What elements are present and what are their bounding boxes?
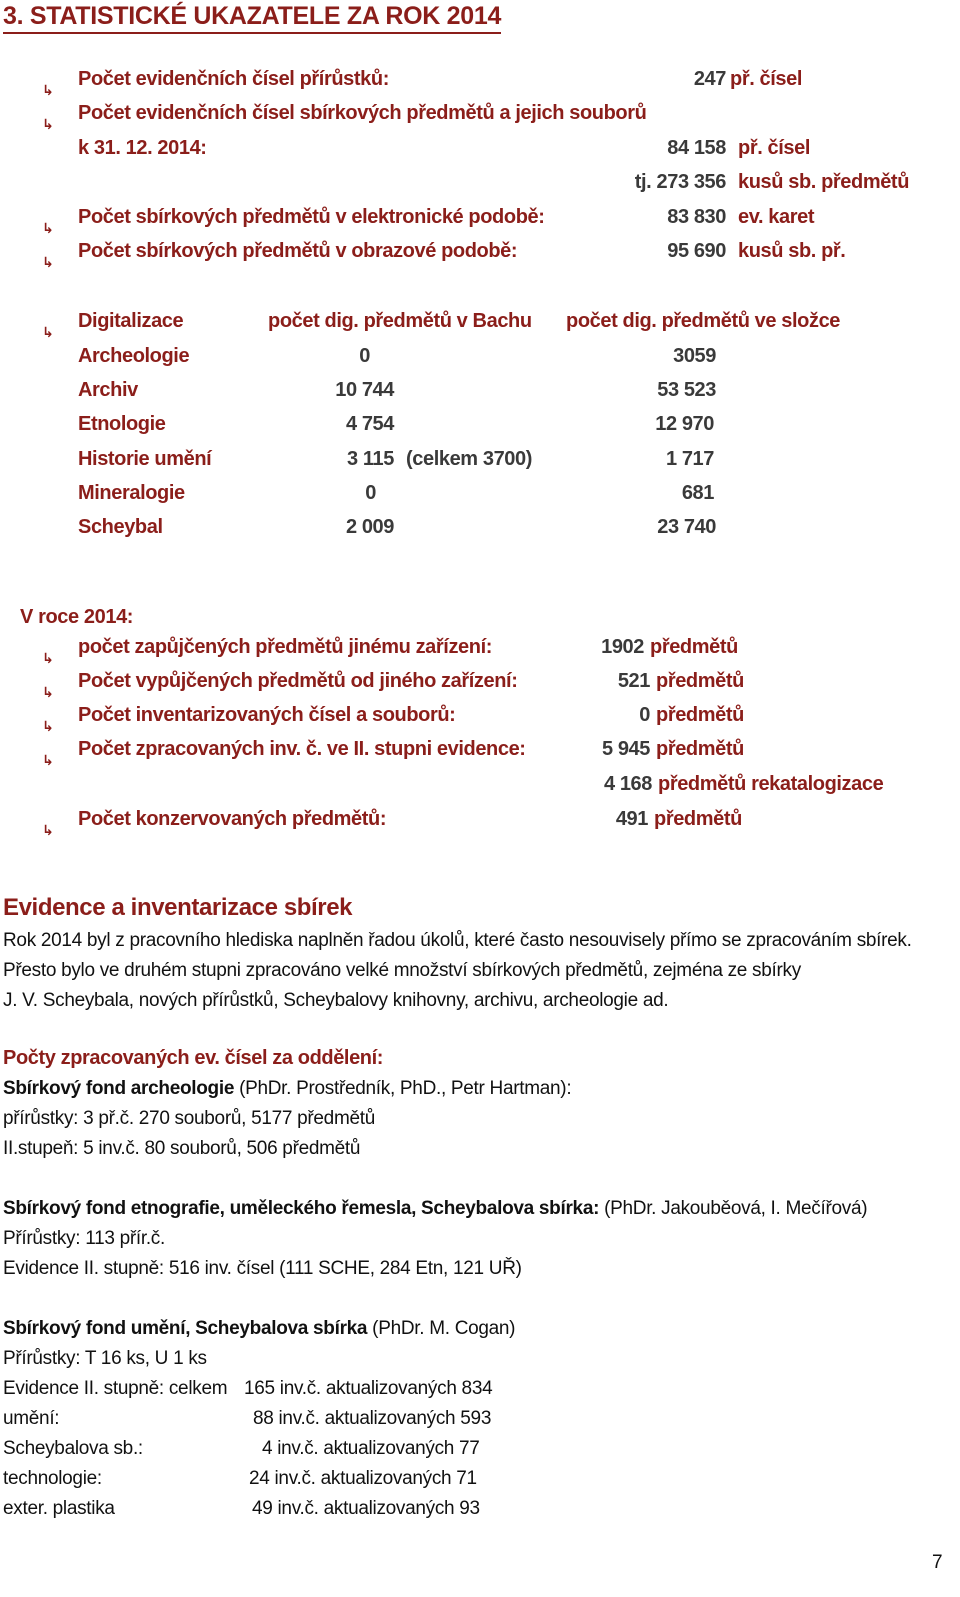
page-number: 7: [932, 1552, 943, 1573]
bullet-icon: ↳: [42, 324, 54, 340]
stat-label: Počet sbírkových předmětů v obrazové podobě:: [78, 240, 518, 262]
table-row-name: Archeologie: [78, 345, 190, 367]
subheading: Počty zpracovaných ev. čísel za oddělení:: [3, 1047, 384, 1069]
stat-unit: př. čísel: [738, 137, 810, 159]
table-row-name: Scheybal: [78, 516, 163, 538]
fund-staff: (PhDr. M. Cogan): [367, 1318, 516, 1339]
fund-name: Sbírkový fond umění, Scheybalova sbírka: [3, 1318, 368, 1339]
stat-value: 247: [693, 68, 726, 90]
fund-art: [3, 1318, 515, 1340]
fund-row-label: umění:: [3, 1408, 60, 1429]
bullet-icon: ↳: [42, 116, 54, 132]
bullet-icon: ↳: [42, 822, 54, 838]
year-item-label: Počet vypůjčených předmětů od jiného zařízení:: [78, 670, 518, 692]
fund-staff: (PhDr. Prostředník, PhD., Petr Hartman):: [234, 1078, 572, 1099]
bullet-icon: ↳: [42, 220, 54, 236]
fund-staff: (PhDr. Jakouběová, I. Mečířová): [599, 1198, 868, 1219]
table-cell: 3059: [673, 345, 716, 367]
stat-label: k 31. 12. 2014:: [78, 137, 207, 159]
table-cell: 53 523: [657, 379, 716, 401]
table-cell: 1 717: [665, 448, 714, 470]
fund-name: Sbírkový fond archeologie: [3, 1078, 235, 1099]
table-row-name: Mineralogie: [78, 482, 185, 504]
table-header: počet dig. předmětů v Bachu: [268, 310, 532, 332]
stat-value: 83 830: [667, 206, 726, 228]
fund-row-value: 4 inv.č. aktualizovaných 77: [262, 1438, 480, 1459]
year-item-value: 1902: [601, 636, 644, 658]
paragraph-line: Rok 2014 byl z pracovního hlediska naplněn řadou úkolů, které často nesouvisely přímo se zpracováním sbírek.: [3, 930, 912, 951]
fund-line: přírůstky: 3 př.č. 270 souborů, 5177 předmětů: [3, 1108, 375, 1129]
table-header: Digitalizace: [78, 310, 184, 332]
year-item-label: počet zapůjčených předmětů jinému zařízení:: [78, 636, 493, 658]
year-item-value: 5 945: [601, 738, 650, 760]
table-note: (celkem 3700): [406, 448, 533, 470]
table-cell: 681: [681, 482, 714, 504]
year-item-label: Počet zpracovaných inv. č. ve II. stupni evidence:: [78, 738, 526, 760]
table-cell: 2 009: [345, 516, 394, 538]
paragraph-line: Přesto bylo ve druhém stupni zpracováno velké množství sbírkových předmětů, zejména ze sbírky: [3, 960, 801, 981]
bullet-icon: ↳: [42, 718, 54, 734]
fund-row-value: 88 inv.č. aktualizovaných 593: [253, 1408, 492, 1429]
year-item-unit: předmětů: [656, 670, 744, 692]
fund-line: Evidence II. stupně: 516 inv. čísel (111 SCHE, 284 Etn, 121 UŘ): [3, 1258, 522, 1279]
table-cell: 23 740: [657, 516, 716, 538]
year-item-label: Počet konzervovaných předmětů:: [78, 808, 387, 830]
table-cell: 10 744: [335, 379, 394, 401]
table-cell: 0: [359, 345, 370, 367]
table-cell: 12 970: [655, 413, 714, 435]
stat-unit: kusů sb. předmětů: [738, 171, 910, 193]
fund-row-label: Evidence II. stupně: celkem: [3, 1378, 228, 1399]
stat-value: tj. 273 356: [634, 171, 726, 193]
stat-unit: ev. karet: [738, 206, 815, 228]
section-heading: Evidence a inventarizace sbírek: [3, 894, 353, 921]
year-item-unit: předmětů: [654, 808, 742, 830]
table-row-name: Etnologie: [78, 413, 166, 435]
fund-archeology: [3, 1078, 571, 1100]
bullet-icon: ↳: [42, 82, 54, 98]
bullet-icon: ↳: [42, 684, 54, 700]
year-item-value: 4 168: [603, 773, 652, 795]
table-row-name: Archiv: [78, 379, 138, 401]
fund-row-label: exter. plastika: [3, 1498, 115, 1519]
table-cell: 0: [365, 482, 376, 504]
bullet-icon: ↳: [42, 752, 54, 768]
year-item-label: Počet inventarizovaných čísel a souborů:: [78, 704, 456, 726]
table-header: počet dig. předmětů ve složce: [566, 310, 841, 332]
fund-line: Přírůstky: T 16 ks, U 1 ks: [3, 1348, 207, 1369]
stat-label: Počet evidenčních čísel přírůstků:: [78, 68, 389, 90]
stat-unit: př. čísel: [730, 68, 802, 90]
fund-line: Přírůstky: 113 přír.č.: [3, 1228, 165, 1249]
table-cell: 3 115: [347, 448, 394, 470]
year-item-unit: předmětů rekatalogizace: [658, 773, 884, 795]
year-item-unit: předmětů: [656, 738, 744, 760]
stat-label: Počet evidenčních čísel sbírkových předmětů a jejich souborů: [78, 102, 647, 124]
fund-line: II.stupeň: 5 inv.č. 80 souborů, 506 předmětů: [3, 1138, 361, 1159]
fund-row-value: 165 inv.č. aktualizovaných 834: [244, 1378, 493, 1399]
stat-label: Počet sbírkových předmětů v elektronické podobě:: [78, 206, 545, 228]
section-heading: V roce 2014:: [20, 606, 134, 628]
table-row-name: Historie umění: [78, 448, 212, 470]
fund-row-value: 24 inv.č. aktualizovaných 71: [249, 1468, 477, 1489]
fund-row-label: technologie:: [3, 1468, 102, 1489]
fund-row-value: 49 inv.č. aktualizovaných 93: [252, 1498, 480, 1519]
bullet-icon: ↳: [42, 254, 54, 270]
year-item-value: 491: [615, 808, 648, 830]
year-item-value: 0: [639, 704, 650, 726]
stat-value: 84 158: [667, 137, 726, 159]
fund-name: Sbírkový fond etnografie, uměleckého řemesla, Scheybalova sbírka:: [3, 1198, 600, 1219]
year-item-unit: předmětů: [656, 704, 744, 726]
fund-ethnography: [3, 1198, 867, 1220]
paragraph-line: J. V. Scheybala, nových přírůstků, Scheybalovy knihovny, archivu, archeologie ad.: [3, 990, 669, 1011]
bullet-icon: ↳: [42, 650, 54, 666]
fund-row-label: Scheybalova sb.:: [3, 1438, 143, 1459]
stat-value: 95 690: [667, 240, 726, 262]
page-title: 3. STATISTICKÉ UKAZATELE ZA ROK 2014: [3, 2, 501, 34]
stat-unit: kusů sb. př.: [738, 240, 846, 262]
year-item-unit: předmětů: [650, 636, 738, 658]
year-item-value: 521: [617, 670, 650, 692]
table-cell: 4 754: [345, 413, 394, 435]
